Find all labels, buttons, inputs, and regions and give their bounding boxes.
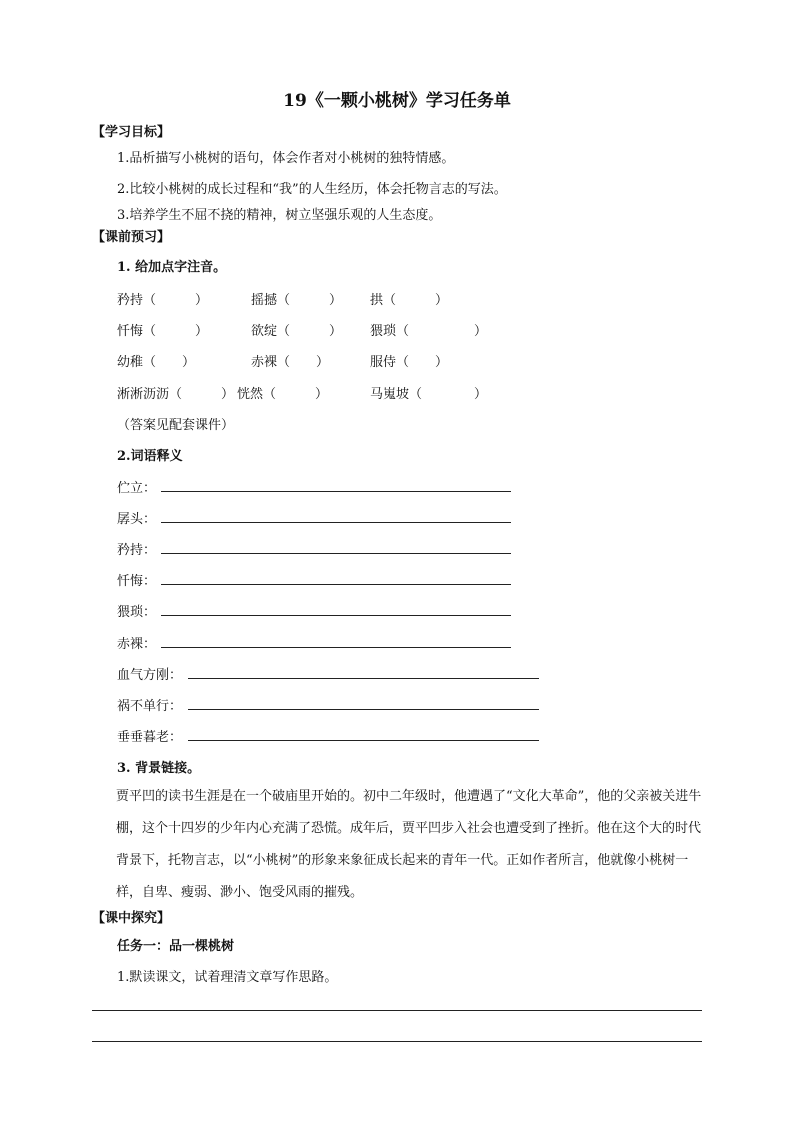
vocab-term: 血气方刚：	[117, 668, 183, 683]
pinyin-item: 服侍（ ）	[370, 355, 449, 370]
answer-note: （答案见配套课件）	[117, 418, 235, 433]
answer-line[interactable]	[92, 1041, 702, 1042]
question-2: 2.词语释义	[117, 449, 183, 464]
vocab-term: 矜持：	[117, 543, 157, 558]
question-1: 1. 给加点字注音。	[117, 260, 227, 275]
task-1-heading: 任务一：品一棵桃树	[117, 939, 235, 954]
section-heading-explore: 【课中探究】	[92, 911, 171, 926]
goal-item-2: 2.比较小桃树的成长过程和“我”的人生经历，体会托物言志的写法。	[117, 182, 507, 197]
task-1-question-1: 1.默读课文，试着理清文章写作思路。	[117, 970, 338, 985]
answer-blank[interactable]	[161, 647, 511, 648]
section-heading-goals: 【学习目标】	[92, 125, 171, 140]
goal-item-1: 1.品析描写小桃树的语句，体会作者对小桃树的独特情感。	[117, 151, 455, 166]
pinyin-item: 淅淅沥沥（ ）	[117, 387, 235, 402]
background-paragraph: 贾平凹的读书生涯是在一个破庙里开始的。初中二年级时，他遭遇了“文化大革命”，他的父亲被关进牛棚，这个十四岁的少年内心充满了恐慌。成年后，贾平凹步入社会也遭受到了挫折。他在这个大的时代背景下，托物言志，以“小桃树”的形象来象征成长起来的青年一代。正如作者所言，他就像小桃树一样，自卑、瘦弱、渺小、饱受风雨的摧残。	[116, 789, 702, 900]
pinyin-item: 赤裸（ ）	[251, 355, 330, 370]
pinyin-item: 摇撼（ ）	[251, 293, 343, 308]
pinyin-item: 拱（ ）	[370, 293, 449, 308]
answer-blank[interactable]	[188, 709, 539, 710]
pinyin-item: 幼稚（ ）	[117, 355, 196, 370]
answer-blank[interactable]	[161, 584, 511, 585]
vocab-term: 猥琐：	[117, 605, 157, 620]
vocab-term: 忏悔：	[117, 574, 157, 589]
vocab-term: 赤裸：	[117, 637, 157, 652]
pinyin-item: 恍然（ ）	[237, 387, 329, 402]
answer-blank[interactable]	[161, 553, 511, 554]
goal-item-3: 3.培养学生不屈不挠的精神，树立坚强乐观的人生态度。	[117, 208, 442, 223]
vocab-term: 孱头：	[117, 512, 157, 527]
question-3: 3. 背景链接。	[117, 761, 201, 776]
answer-blank[interactable]	[188, 740, 539, 741]
vocab-term: 伫立：	[117, 481, 157, 496]
pinyin-item: 矜持（ ）	[117, 293, 209, 308]
pinyin-item: 欲绽（ ）	[251, 324, 343, 339]
answer-line[interactable]	[92, 1010, 702, 1011]
section-heading-preview: 【课前预习】	[92, 230, 171, 245]
answer-blank[interactable]	[188, 678, 539, 679]
page-title: 19《一颗小桃树》学习任务单	[283, 91, 511, 111]
pinyin-item: 马嵬坡（ ）	[370, 387, 488, 402]
vocab-term: 垂垂暮老：	[117, 730, 183, 745]
vocab-term: 祸不单行：	[117, 699, 183, 714]
answer-blank[interactable]	[161, 491, 511, 492]
answer-blank[interactable]	[161, 522, 511, 523]
answer-blank[interactable]	[161, 615, 511, 616]
pinyin-item: 猥琐（ ）	[370, 324, 488, 339]
pinyin-item: 忏悔（ ）	[117, 324, 209, 339]
